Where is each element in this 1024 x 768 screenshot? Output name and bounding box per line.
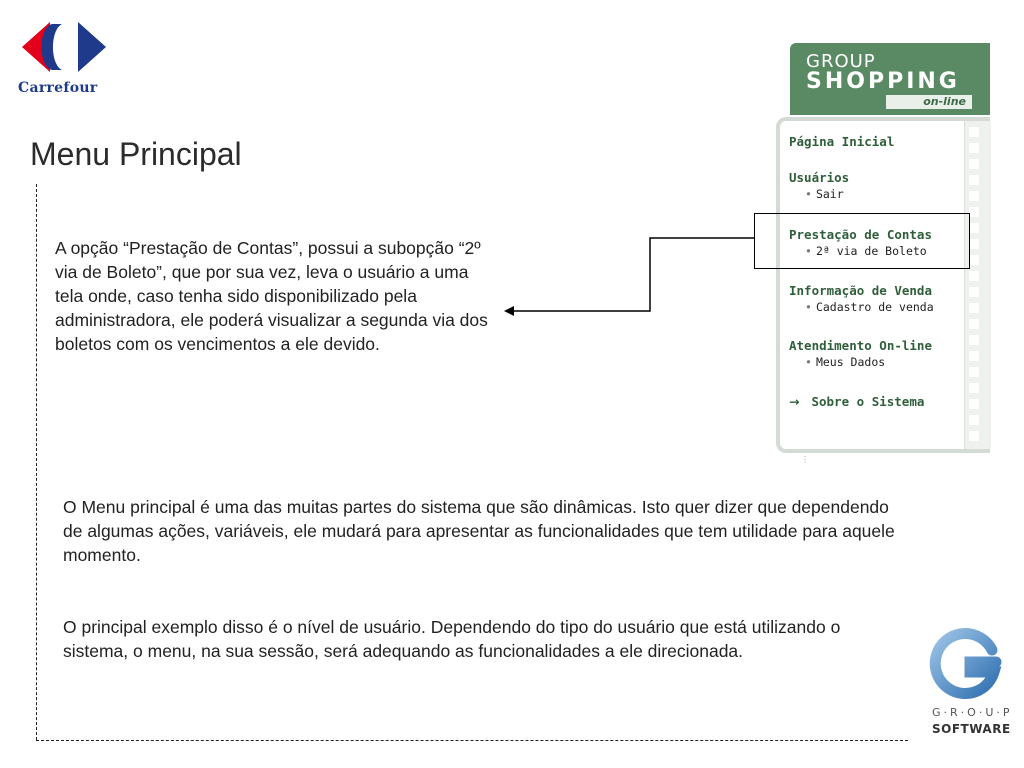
dashed-frame-bottom (36, 740, 908, 741)
carrefour-logo (14, 18, 114, 98)
group-software-g-icon (926, 628, 1002, 704)
brand-name: Carrefour (18, 80, 98, 96)
menu-group-sobre-o-sistema (789, 394, 924, 410)
group-software-logo (926, 628, 1013, 744)
highlight-box (754, 213, 970, 269)
submenu-item-cadastro-de-venda[interactable] (805, 300, 934, 315)
bullet-icon: • (805, 244, 812, 258)
description-paragraph-2: O Menu principal é uma das muitas partes do sistema que são dinâmicas. Isto quer dizer que dependendo de algumas ações, variáveis, ele mudará para apresentar as funcionalidades que tem utilidade para aquele momento. (63, 497, 895, 565)
menu-group-informacao-de-venda (789, 283, 934, 315)
resize-dots: ⋮ (801, 455, 809, 464)
dashed-frame-left (36, 184, 37, 740)
menu-item-pagina-inicial[interactable]: Página Inicial (789, 134, 895, 149)
arrow-right-icon: → (789, 394, 800, 409)
menu-item-prestacao-de-contas[interactable]: Prestação de Contas (789, 227, 932, 242)
submenu-label: 2ª via de Boleto (815, 244, 927, 258)
bullet-icon: • (805, 187, 812, 201)
arrow-head-icon (504, 306, 514, 316)
submenu-item-meus-dados[interactable] (805, 355, 932, 370)
carrefour-emblem-icon (18, 18, 110, 76)
page-title: Menu Principal (30, 136, 242, 172)
gs-header-line2: SHOPPING (806, 69, 960, 94)
menu-group-atendimento-on-line (789, 338, 932, 370)
menu-group-usuarios (789, 170, 849, 202)
footer-logo-line2: SOFTWARE (932, 722, 1011, 736)
bullet-icon: • (805, 300, 812, 314)
menu-side-stripe (964, 121, 991, 449)
group-shopping-header (790, 43, 990, 115)
submenu-label: Sair (815, 187, 844, 201)
menu-item-informacao-de-venda[interactable]: Informação de Venda (789, 283, 932, 298)
menu-item-label: Sobre o Sistema (811, 394, 925, 409)
description-paragraph-3: O principal exemplo disso é o nível de usuário. Dependendo do tipo do usuário que está utilizando o sistema, o menu, na sua sessão, será adequando as funcionalidades a ele direcionada. (63, 617, 841, 661)
gs-header-line1: GROUP (806, 51, 876, 72)
gs-header-tag: on-line (886, 95, 972, 109)
menu-item-sobre-o-sistema[interactable] (789, 394, 924, 410)
menu-item-atendimento-on-line[interactable]: Atendimento On-line (789, 338, 932, 353)
menu-group-pagina-inicial (789, 134, 894, 150)
submenu-label: Meus Dados (815, 355, 886, 369)
submenu-item-sair[interactable] (805, 187, 849, 202)
bullet-icon: • (805, 355, 812, 369)
description-paragraph-1: A opção “Prestação de Contas”, possui a subopção “2º via de Boleto”, que por sua vez, leva o usuário a uma tela onde, caso tenha sido disponibilizado pela administradora, ele poderá visualizar a segunda via dos boletos com os vencimentos a ele devido. (55, 238, 488, 354)
menu-item-usuarios[interactable]: Usuários (789, 170, 850, 185)
submenu-label: Cadastro de venda (815, 300, 934, 314)
footer-logo-line1: G·R·O·U·P (932, 706, 1013, 719)
